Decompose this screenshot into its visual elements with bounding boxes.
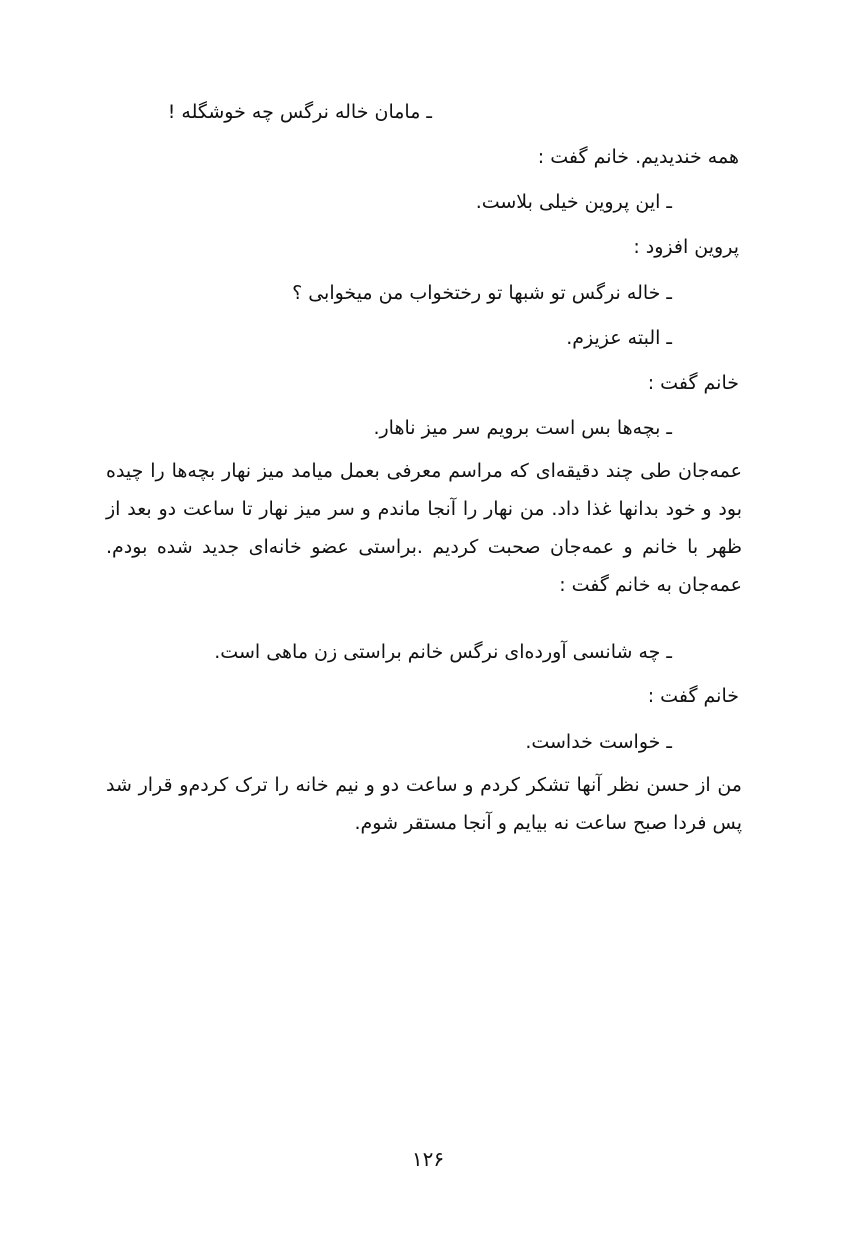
narration-paragraph: عمه‌جان طی چند دقیقه‌ای که مراسم معرفی بعمل میامد میز نهار بچه‌ها را چیده بود و خود بدانها غذا داد. من نهار را آنجا ماندم و سر میز نهار تا ساعت دو بعد از ظهر با خانم و عمه‌جان صحبت کردیم .براستی عضو خانه‌ای جدید شده بودم. عمه‌جان به خانم گفت : (106, 460, 742, 596)
dialogue-line: ـ مامان خاله نرگس چه خوشگله ! (167, 101, 432, 123)
dialogue-line: ـ چه شانسی آورده‌ای نرگس خانم براستی زن ماهی است. (214, 641, 672, 663)
dialogue-line: ـ بچه‌ها بس است برویم سر میز ناهار. (373, 417, 672, 439)
dialogue-line: ـ البته عزیزم. (566, 327, 672, 349)
narration-paragraph: من از حسن نظر آنها تشکر کردم و ساعت دو و نیم خانه را ترک کردم‌و قرار شد پس فردا صبح ساعت نه بیایم و آنجا مستقر شوم. (106, 774, 742, 834)
narration-line: خانم گفت : (647, 372, 739, 394)
narration-line: خانم گفت : (647, 685, 739, 707)
dialogue-line: ـ خواست خداست. (525, 731, 672, 753)
narration-line: همه خندیدیم. خانم گفت : (537, 146, 739, 168)
page-number: ۱۲۶ (411, 1147, 445, 1171)
narration-line: پروین افزود : (633, 236, 739, 258)
dialogue-line: ـ این پروین خیلی بلاست. (475, 191, 672, 213)
dialogue-line: ـ خاله نرگس تو شبها تو رختخواب من میخوابی ؟ (292, 282, 672, 304)
